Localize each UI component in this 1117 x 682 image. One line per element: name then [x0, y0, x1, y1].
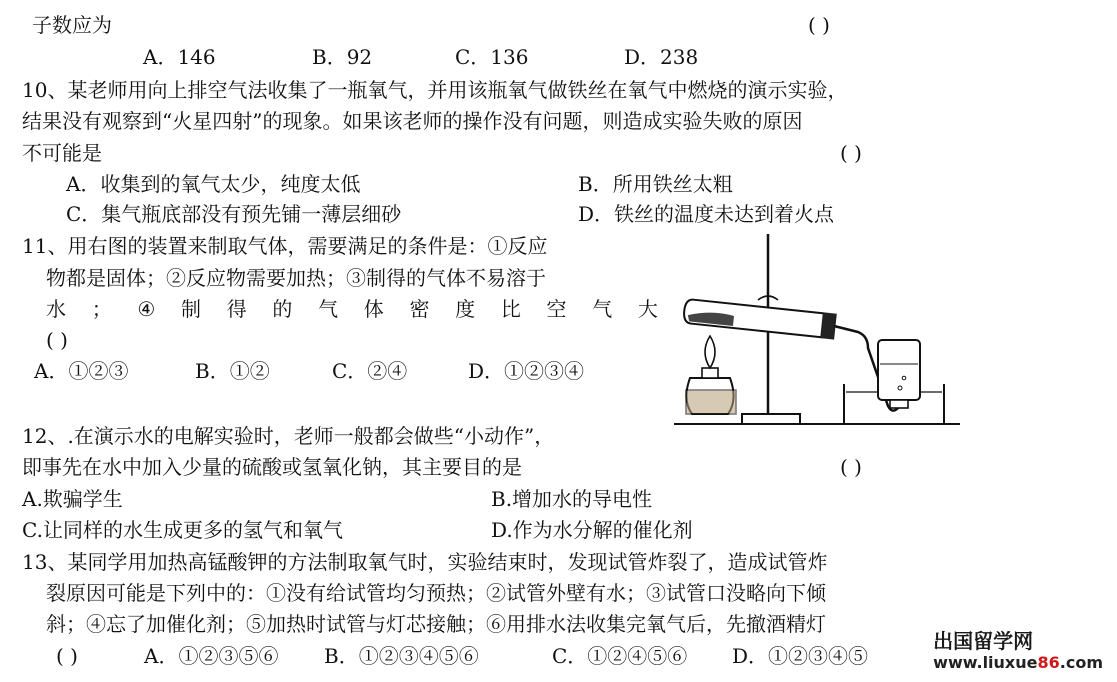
collection-bottle [878, 340, 920, 408]
q10-option-c: C．集气瓶底部没有预先铺一薄层细砂 [66, 202, 402, 226]
q11-line-1: 11、用右图的装置来制取气体，需要满足的条件是：①反应 [22, 234, 548, 258]
q11-char: 水 [46, 297, 66, 321]
q13-line-3: 斜；④忘了加催化剂；⑤加热时试管与灯芯接触；⑥用排水法收集完氧气后，先撤酒精灯 [46, 612, 826, 636]
q11-char: 度 [455, 297, 476, 321]
q13-option-b: B．①②③④⑤⑥ [324, 644, 479, 668]
q11-char: ④ [137, 297, 156, 321]
q10-option-a: A．收集到的氧气太少，纯度太低 [66, 172, 361, 196]
q9-option-d: D．238 [624, 45, 699, 69]
watermark-url-number: 86 [1037, 653, 1060, 672]
q13-line-1: 13、某同学用加热高锰酸钾的方法制取氧气时，实验结束时，发现试管炸裂了，造成试管炸 [22, 550, 828, 574]
q10-line-2: 结果没有观察到“火星四射”的现象。如果该老师的操作没有问题，则造成实验失败的原因 [22, 109, 803, 133]
q10-answer-paren: ( ) [840, 141, 862, 165]
q11-char: 的 [272, 297, 293, 321]
q13-line-2: 裂原因可能是下列中的：①没有给试管均匀预热；②试管外壁有水；③试管口没略向下倾 [46, 581, 826, 605]
q11-option-a: A．①②③ [34, 359, 129, 383]
q9-option-a: A．146 [143, 45, 216, 69]
q10-option-b: B．所用铁丝太粗 [578, 172, 733, 196]
watermark-title: 出国留学网 [933, 629, 1034, 653]
q9-option-b: B．92 [312, 45, 373, 69]
q11-char: 制 [181, 297, 201, 321]
watermark-url [933, 652, 1103, 674]
q11-option-c: C．②④ [332, 359, 408, 383]
q11-char: 体 [363, 297, 384, 321]
q13-option-c: C．①②④⑤⑥ [552, 644, 688, 668]
q13-answer-paren: ( ) [56, 644, 78, 668]
q13-option-a: A．①②③⑤⑥ [144, 644, 279, 668]
q12-option-b: B.增加水的导电性 [491, 487, 653, 511]
q11-char: 空 [546, 297, 567, 321]
q11-char: 气 [318, 297, 339, 321]
q9-option-c: C．136 [455, 45, 529, 69]
watermark-url-suffix: .com [1059, 653, 1103, 672]
q12-line-2: 即事先在水中加入少量的硫酸或氢氧化钠，其主要目的是 [22, 455, 522, 479]
q11-char: 得 [226, 297, 247, 321]
q10-line-1: 10、某老师用向上排空气法收集了一瓶氧气，并用该瓶氧气做铁丝在氧气中燃烧的演示实验， [22, 78, 848, 102]
q11-answer-paren: ( ) [46, 328, 68, 352]
q11-char: 比 [500, 297, 521, 321]
flame [705, 336, 715, 368]
stand-base [742, 414, 800, 424]
q11-option-d: D．①②③④ [468, 359, 585, 383]
gas-generation-apparatus-figure [672, 228, 962, 433]
q12-option-c: C.让同样的水生成更多的氢气和氧气 [22, 518, 343, 542]
q11-option-b: B．①② [195, 359, 270, 383]
q9-answer-paren: ( ) [808, 13, 830, 37]
test-tube [683, 298, 837, 340]
q11-char: 气 [592, 297, 613, 321]
q13-option-d: D．①②③④⑤ [732, 644, 869, 668]
q12-option-d: D.作为水分解的催化剂 [491, 518, 693, 542]
q12-option-a: A.欺骗学生 [22, 487, 123, 511]
q10-option-d: D．铁丝的温度未达到着火点 [578, 202, 835, 226]
q12-line-1: 12、.在演示水的电解实验时，老师一般都会做些“小动作”， [22, 424, 555, 448]
q12-answer-paren: ( ) [840, 455, 862, 479]
q9-stem-tail: 子数应为 [32, 13, 112, 37]
q11-char: 密 [409, 297, 430, 321]
q11-line-3 [46, 294, 658, 324]
site-watermark [933, 630, 1103, 674]
watermark-url-prefix: www.liuxue [933, 653, 1038, 672]
q11-char: ； [91, 297, 112, 321]
q11-line-2: 物都是固体；②反应物需要加热；③制得的气体不易溶于 [46, 266, 546, 290]
wood-block [686, 390, 736, 414]
q11-char: 大 [637, 297, 658, 321]
q10-line-3: 不可能是 [22, 141, 102, 165]
